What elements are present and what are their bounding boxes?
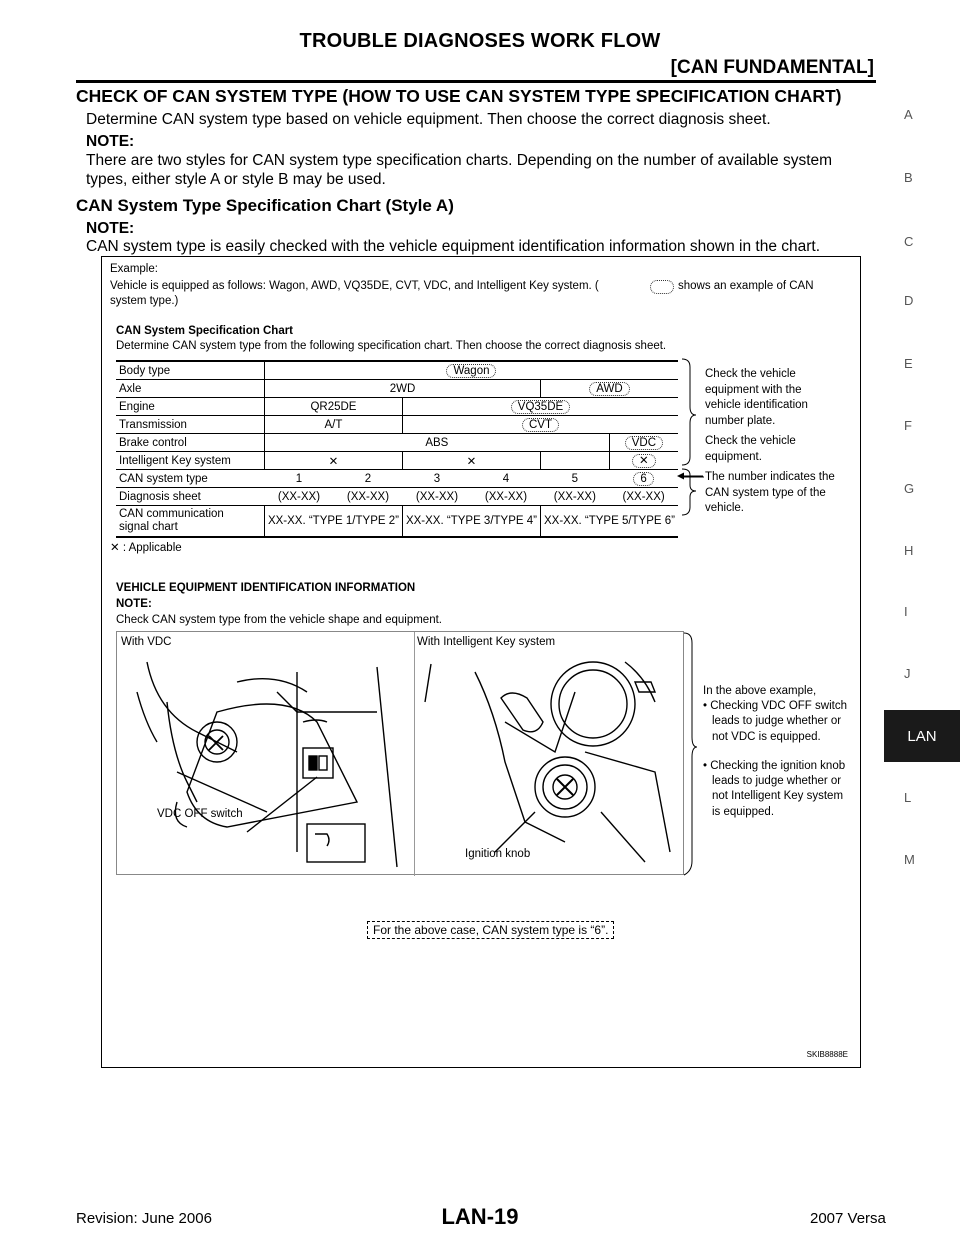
example-text-line: • Checking the ignition knob <box>703 760 846 772</box>
example-text-line: In the above example, <box>703 685 817 697</box>
table-row <box>116 434 678 452</box>
equipment-illustration <box>116 631 684 875</box>
signal-label-1: CAN communication <box>119 508 224 520</box>
example-text-line: leads to judge whether or <box>712 775 842 788</box>
signal-chart-ref: XX-XX. “TYPE 1/TYPE 2” <box>264 506 402 538</box>
vdc-switch-label: VDC OFF switch <box>157 808 243 820</box>
index-letter-i[interactable]: I <box>904 604 908 619</box>
section-heading: CHECK OF CAN SYSTEM TYPE (HOW TO USE CAN SYSTEM TYPE SPECIFICATION CHART) <box>76 86 842 106</box>
table-row <box>116 470 678 488</box>
example-label: Example: <box>110 263 158 275</box>
signal-chart-ref: XX-XX. “TYPE 3/TYPE 4” <box>402 506 540 538</box>
example-text-line: leads to judge whether or <box>712 715 842 728</box>
example-text-line: not Intelligent Key system <box>712 790 844 803</box>
row-label: Brake control <box>116 434 264 452</box>
vei-note-label: NOTE: <box>116 598 152 610</box>
with-vdc-label: With VDC <box>121 636 172 648</box>
row-label: Diagnosis sheet <box>116 488 264 506</box>
index-letter-j[interactable]: J <box>904 666 911 681</box>
page-header-subtitle: [CAN FUNDAMENTAL] <box>670 57 874 78</box>
example-text-line: not VDC is equipped. <box>712 730 821 743</box>
can-type-1: 1 <box>264 470 333 488</box>
diag-sheet: (XX-XX) <box>333 488 402 506</box>
can-type-3: 3 <box>402 470 471 488</box>
note-label: NOTE: <box>86 133 135 150</box>
table-row <box>116 506 678 538</box>
note-vin-line: equipment with the <box>705 383 802 396</box>
row-label: Engine <box>116 398 264 416</box>
note-equipment-line: Check the vehicle <box>705 435 796 447</box>
sub-heading: CAN System Type Specification Chart (Style A) <box>76 196 454 215</box>
diag-sheet: (XX-XX) <box>471 488 540 506</box>
index-letter-h[interactable]: H <box>904 543 914 558</box>
can-type-2: 2 <box>333 470 402 488</box>
index-letter-b[interactable]: B <box>904 170 913 185</box>
note-number-line: vehicle. <box>705 502 744 514</box>
table-row <box>116 416 678 434</box>
note-vin-line: Check the vehicle <box>705 368 796 380</box>
index-letter-a[interactable]: A <box>904 107 913 122</box>
index-letter-g[interactable]: G <box>904 481 915 496</box>
index-letter-l[interactable]: L <box>904 790 912 805</box>
row-label: Intelligent Key system <box>116 452 264 470</box>
note-text-line1: There are two styles for CAN system type specification charts. Depending on the number of available system <box>86 152 833 169</box>
example-line1b: shows an example of CAN <box>678 280 814 292</box>
can-spec-table <box>116 360 678 538</box>
table-row <box>116 452 678 470</box>
note-equipment-line: equipment. <box>705 450 762 463</box>
footer-page-number: LAN-19 <box>441 1204 519 1229</box>
page-header-title: TROUBLE DIAGNOSES WORK FLOW <box>299 30 661 52</box>
engine-qr25de: QR25DE <box>264 398 402 416</box>
row-label: Body type <box>116 361 264 380</box>
diag-sheet: (XX-XX) <box>402 488 471 506</box>
vei-title: VEHICLE EQUIPMENT IDENTIFICATION INFORMATION <box>116 582 416 594</box>
note-vin-line: number plate. <box>705 414 776 427</box>
index-tab-lan-active[interactable]: LAN <box>884 710 960 762</box>
diag-sheet: (XX-XX) <box>264 488 333 506</box>
note-vin-line: vehicle identification <box>705 399 808 411</box>
ikey-mark: ✕ <box>402 452 540 470</box>
result-callout: For the above case, CAN system type is “6”. <box>367 921 614 939</box>
brake-vdc: VDC <box>625 436 663 450</box>
table-row <box>116 361 678 380</box>
index-letter-e[interactable]: E <box>904 356 913 371</box>
with-ikey-label: With Intelligent Key system <box>417 636 556 648</box>
example-text-line: • Checking VDC OFF switch <box>703 700 847 713</box>
note-number-line: CAN system type of the <box>705 486 826 499</box>
footer-revision: Revision: June 2006 <box>76 1210 212 1227</box>
applicable-legend: ✕ : Applicable <box>110 542 182 554</box>
example-line1a: Vehicle is equipped as follows: Wagon, AWD, VQ35DE, CVT, VDC, and Intelligent Key system. ( <box>110 280 599 292</box>
intro-text: Determine CAN system type based on vehicle equipment. Then choose the correct diagnosis sheet. <box>86 111 771 128</box>
index-letter-f[interactable]: F <box>904 418 912 433</box>
table-row <box>116 398 678 416</box>
ignition-knob-label: Ignition knob <box>465 848 531 860</box>
note-text-line2: types, either style A or style B may be used. <box>86 171 386 188</box>
brake-abs: ABS <box>264 434 609 452</box>
can-type-6: 6 <box>633 472 653 486</box>
example-dotted-marker <box>650 280 674 294</box>
index-letter-c[interactable]: C <box>904 234 914 249</box>
bracket-example <box>682 631 698 877</box>
chart-title: CAN System Specification Chart <box>116 325 294 337</box>
row-label: Transmission <box>116 416 264 434</box>
ignition-knob-drawing <box>415 652 683 874</box>
diag-sheet: (XX-XX) <box>540 488 609 506</box>
engine-vq35de: VQ35DE <box>511 400 570 414</box>
vei-note: Check CAN system type from the vehicle shape and equipment. <box>116 614 442 626</box>
index-letter-m[interactable]: M <box>904 852 915 867</box>
figure-code: SKIB8888E <box>806 1050 848 1059</box>
bracket-vehicle-number <box>682 359 696 465</box>
axle-awd: AWD <box>589 382 629 396</box>
note-text-2: CAN system type is easily checked with the vehicle equipment identification information shown in the chart. <box>86 238 821 255</box>
index-letter-d[interactable]: D <box>904 293 914 308</box>
row-label: CAN system type <box>116 470 264 488</box>
note-number-line: The number indicates the <box>705 471 835 483</box>
can-type-5: 5 <box>540 470 609 488</box>
ikey-mark: ✕ <box>264 452 402 470</box>
chart-desc: Determine CAN system type from the following specification chart. Then choose the correct diagnosis sheet. <box>116 340 667 352</box>
axle-2wd: 2WD <box>264 380 540 398</box>
table-row <box>116 380 678 398</box>
body-type-value: Wagon <box>446 364 496 378</box>
footer-model: 2007 Versa <box>810 1210 886 1227</box>
trans-at: A/T <box>264 416 402 434</box>
trans-cvt: CVT <box>522 418 559 432</box>
table-row <box>116 488 678 506</box>
note-label-2: NOTE: <box>86 220 135 237</box>
diag-sheet: (XX-XX) <box>609 488 678 506</box>
example-line2: system type.) <box>110 295 179 307</box>
header-rule <box>76 80 876 83</box>
row-label: Axle <box>116 380 264 398</box>
can-spec-figure <box>101 256 861 1068</box>
ikey-mark-boxed: ✕ <box>632 454 656 468</box>
signal-chart-ref: XX-XX. “TYPE 5/TYPE 6” <box>540 506 678 538</box>
vdc-switch-drawing <box>117 652 413 874</box>
example-text-line: is equipped. <box>712 805 775 818</box>
can-type-4: 4 <box>471 470 540 488</box>
signal-label-2: signal chart <box>119 521 178 533</box>
arrow-icon <box>677 471 707 481</box>
